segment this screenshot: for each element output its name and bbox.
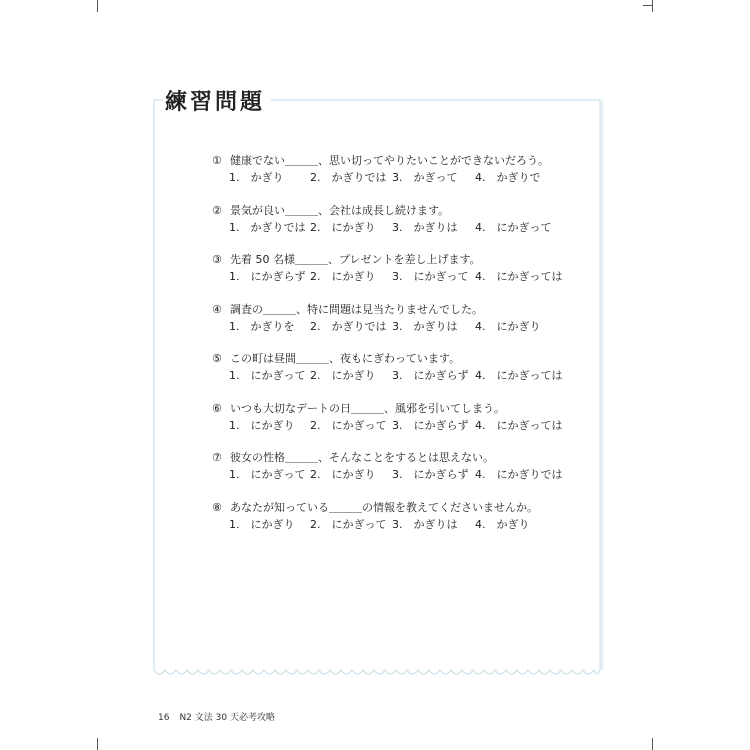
question-sentence: 先着 50 名様＿＿＿、プレゼントを差し上げます。 — [230, 253, 481, 266]
option-4[interactable]: 4. かぎりで — [475, 171, 541, 184]
option-2[interactable]: 2. にかぎり — [310, 270, 376, 283]
question-item — [212, 202, 592, 252]
question-list — [212, 152, 592, 548]
option-2[interactable]: 2. にかぎり — [310, 468, 376, 481]
option-3[interactable]: 3. かぎって — [392, 171, 458, 184]
crop-mark-top-left — [97, 0, 98, 12]
question-number: ⑦ — [212, 451, 222, 464]
option-1[interactable]: 1. にかぎって — [229, 468, 306, 481]
option-2[interactable]: 2. かぎりでは — [310, 319, 387, 333]
question-sentence: あなたが知っている＿＿＿の情報を教えてくださいませんか。 — [230, 500, 538, 514]
option-1[interactable]: 1. にかぎり — [229, 418, 295, 432]
page-number: 16 — [158, 713, 170, 723]
page-footer — [158, 710, 275, 723]
question-number: ③ — [212, 253, 222, 266]
section-title: 練習問題 — [163, 85, 271, 116]
answer-options — [212, 367, 592, 384]
answer-options — [212, 219, 592, 236]
question-sentence: 調査の＿＿＿、特に問題は見当たりませんでした。 — [230, 302, 483, 316]
question-number: ② — [212, 203, 222, 217]
question-number: ① — [212, 154, 222, 167]
answer-options — [212, 417, 592, 434]
option-1[interactable]: 1. にかぎり — [229, 517, 295, 531]
question-item — [212, 251, 592, 301]
option-1[interactable]: 1. にかぎらず — [229, 270, 306, 283]
option-1[interactable]: 1. にかぎって — [229, 369, 306, 382]
option-4[interactable]: 4. にかぎっては — [475, 418, 563, 432]
question-item — [212, 350, 592, 400]
option-3[interactable]: 3. にかぎらず — [392, 468, 469, 481]
question-sentence: この町は昼間＿＿＿、夜もにぎわっています。 — [230, 352, 461, 365]
option-3[interactable]: 3. かぎりは — [392, 517, 458, 531]
option-3[interactable]: 3. かぎりは — [392, 319, 458, 333]
question-number: ④ — [212, 302, 222, 316]
option-2[interactable]: 2. にかぎり — [310, 369, 376, 382]
question-sentence: いつも大切なデートの日＿＿＿、風邪を引いてしまう。 — [230, 401, 505, 415]
option-4[interactable]: 4. にかぎっては — [475, 369, 563, 382]
question-item — [212, 152, 592, 202]
option-4[interactable]: 4. にかぎっては — [475, 270, 563, 283]
answer-options — [212, 318, 592, 335]
option-1[interactable]: 1. かぎり — [229, 171, 284, 184]
answer-options — [212, 268, 592, 285]
question-item — [212, 400, 592, 450]
crop-mark-top-right-h — [643, 5, 653, 6]
question-number: ⑥ — [212, 401, 222, 415]
option-2[interactable]: 2. かぎりでは — [310, 171, 387, 184]
question-item — [212, 499, 592, 549]
answer-options — [212, 466, 592, 483]
question-item — [212, 301, 592, 351]
option-4[interactable]: 4. かぎり — [475, 517, 530, 531]
option-4[interactable]: 4. にかぎって — [475, 220, 552, 234]
option-3[interactable]: 3. にかぎって — [392, 270, 469, 283]
question-sentence: 彼女の性格＿＿＿、そんなことをするとは思えない。 — [230, 451, 494, 464]
question-number: ⑧ — [212, 500, 222, 514]
option-3[interactable]: 3. にかぎらず — [392, 369, 469, 382]
option-1[interactable]: 1. かぎりでは — [229, 220, 306, 234]
question-sentence: 景気が良い＿＿＿、会社は成長し続けます。 — [230, 203, 450, 217]
option-4[interactable]: 4. にかぎり — [475, 319, 541, 333]
option-3[interactable]: 3. にかぎらず — [392, 418, 469, 432]
option-3[interactable]: 3. かぎりは — [392, 220, 458, 234]
crop-mark-bottom-left — [97, 738, 98, 750]
book-title: N2 文法 30 天必考攻略 — [179, 713, 275, 723]
answer-options — [212, 516, 592, 533]
option-2[interactable]: 2. にかぎり — [310, 220, 376, 234]
option-4[interactable]: 4. にかぎりでは — [475, 468, 563, 481]
option-2[interactable]: 2. にかぎって — [310, 517, 387, 531]
option-2[interactable]: 2. にかぎって — [310, 418, 387, 432]
answer-options — [212, 169, 592, 186]
crop-mark-bottom-right — [652, 738, 653, 750]
question-number: ⑤ — [212, 352, 222, 365]
crop-mark-top-right — [652, 0, 653, 12]
question-sentence: 健康でない＿＿＿、思い切ってやりたいことができないだろう。 — [230, 154, 549, 167]
option-1[interactable]: 1. かぎりを — [229, 319, 295, 333]
question-item — [212, 449, 592, 499]
